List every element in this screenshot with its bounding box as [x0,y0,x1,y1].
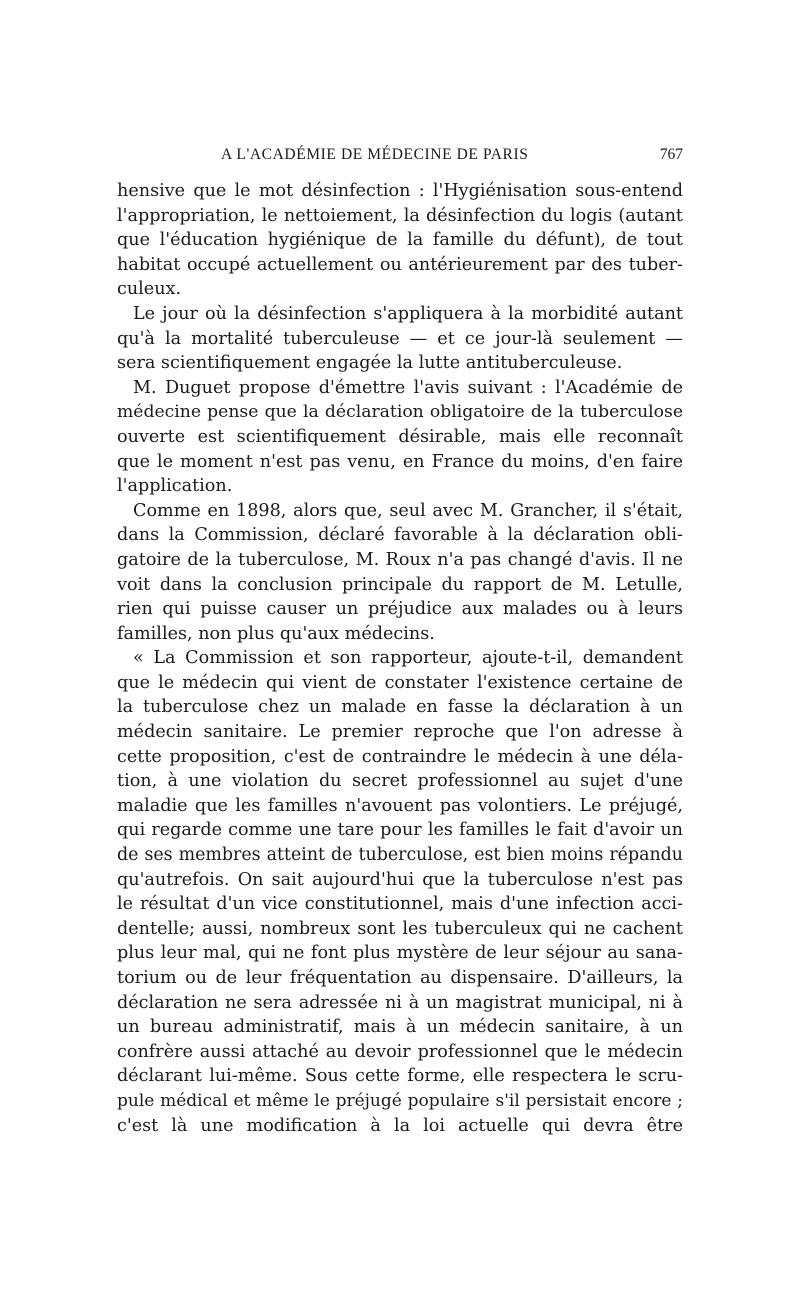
text-line: un bureau administratif, mais à un médecin sanitaire, à un [117,1017,683,1038]
text-line: Comme en 1898, alors que, seul avec M. Grancher, il s'était, [133,500,683,521]
text-line: plus leur mal, qui ne font plus mystère de leur séjour au sana- [117,943,683,964]
running-head [117,146,683,170]
text-line: Le jour où la désinfection s'appliquera à la morbidité autant [133,303,683,324]
text-line: habitat occupé actuellement ou antérieurement par des tuber- [117,254,683,275]
text-line: le résultat d'un vice constitutionnel, mais d'une infection acci- [117,894,683,915]
text-line: déclaration ne sera adressée ni à un magistrat municipal, ni à [117,992,683,1013]
text-line: médecin sanitaire. Le premier reproche que l'on adresse à [117,722,683,743]
text-line: gatoire de la tuberculose, M. Roux n'a pas changé d'avis. Il ne [117,549,683,570]
text-line: ouverte est scientifiquement désirable, mais elle reconnaît [117,426,683,447]
text-line: voit dans la conclusion principale du rapport de M. Letulle, [117,574,683,595]
text-line: l'application. [117,476,233,497]
text-line: médecine pense que la déclaration obligatoire de la tuberculose [117,402,683,423]
text-line: torium ou de leur fréquentation au dispensaire. D'ailleurs, la [117,968,683,988]
text-line: « La Commission et son rapporteur, ajoute-t-il, demandent [133,648,683,669]
text-line: de ses membres atteint de tuberculose, est bien moins répandu [117,845,683,866]
text-line: dentelle; aussi, nombreux sont les tuberculeux qui ne cachent [117,918,683,939]
text-line: que l'éducation hygiénique de la famille du défunt), de tout [117,230,683,251]
page-number: 767 [659,146,683,163]
text-line: la tuberculose chez un malade en fasse la déclaration à un [117,697,683,718]
text-line: tion, à une violation du secret professionnel au sujet d'une [117,771,683,792]
text-line: qu'à la mortalité tuberculeuse — et ce jour-là seulement — [117,328,683,349]
text-line: qui regarde comme une tare pour les familles le fait d'avoir un [117,820,683,841]
text-line: dans la Commission, déclaré favorable à la déclaration obli- [117,525,683,546]
text-line: familles, non plus qu'aux médecins. [117,623,435,644]
text-line: l'appropriation, le nettoiement, la désinfection du logis (autant [117,205,683,226]
text-line: pule médical et même le préjugé populaire s'il persistait encore ; [117,1090,683,1111]
text-line: que le moment n'est pas venu, en France du moins, d'en faire [117,451,683,472]
text-line: culeux. [117,279,182,300]
text-line: M. Duguet propose d'émettre l'avis suivant : l'Académie de [133,377,683,398]
text-line: c'est là une modification à la loi actuelle qui devra être [117,1115,683,1136]
text-line: qu'autrefois. On sait aujourd'hui que la tuberculose n'est pas [117,869,683,890]
text-line: cette proposition, c'est de contraindre le médecin à une déla- [117,746,683,767]
body-text [117,179,683,1138]
text-line: sera scientifiquement engagée la lutte antituberculeuse. [117,353,623,374]
text-line: maladie que les familles n'avouent pas volontiers. Le préjugé, [117,795,683,816]
text-line: confrère aussi attaché au devoir professionnel que le médecin [117,1041,683,1062]
running-title: A L'ACADÉMIE DE MÉDECINE DE PARIS [221,146,529,163]
text-line: déclarant lui-même. Sous cette forme, elle respectera le scru- [117,1066,683,1087]
text-line: hensive que le mot désinfection : l'Hygiénisation sous-entend [117,181,683,201]
text-line: rien qui puisse causer un préjudice aux malades ou à leurs [117,599,683,620]
text-line: que le médecin qui vient de constater l'existence certaine de [117,672,683,693]
